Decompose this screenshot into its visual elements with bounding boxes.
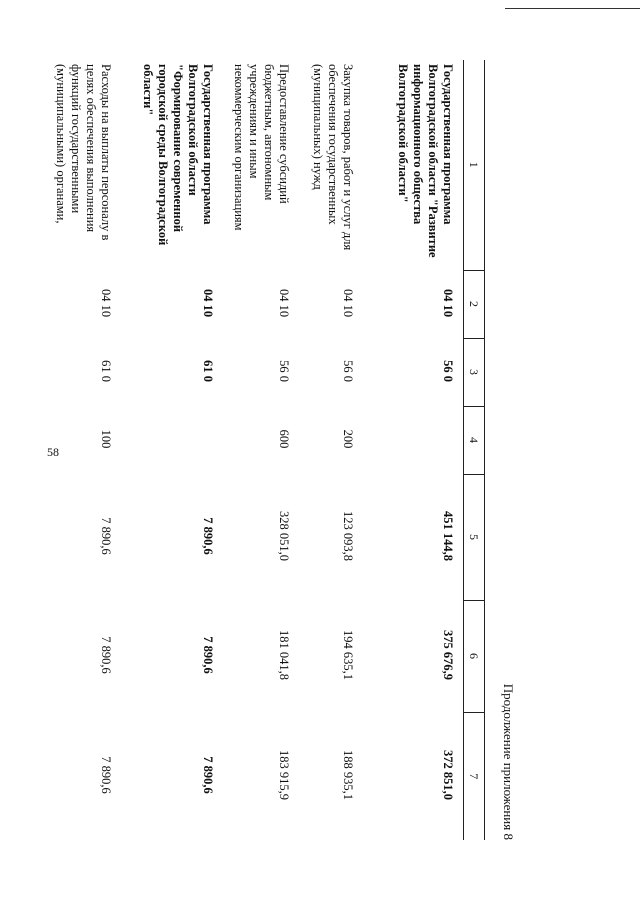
- row-section: 04 10: [341, 288, 355, 318]
- row-amount-3: 188 935,1: [341, 750, 355, 800]
- row-program: 56 0: [441, 360, 455, 382]
- row-amount-1: 7 890,6: [201, 517, 215, 555]
- row-amount-3: 7 890,6: [99, 756, 113, 794]
- row-amount-3: 7 890,6: [201, 756, 215, 794]
- budget-table: [39, 60, 485, 840]
- row-name: Государственная программа Волгоградской области "Развитие информационного общества Волгоградской области": [396, 64, 455, 258]
- table-row: [223, 60, 299, 840]
- row-amount-1: 123 093,8: [341, 511, 355, 561]
- row-amount-2: 375 676,9: [441, 630, 455, 680]
- row-program: 61 0: [201, 360, 215, 382]
- row-name: Закупка товаров, работ и услуг для обеспечения государственных (муниципальных) нужд: [311, 64, 355, 251]
- row-expense-type: [363, 406, 464, 474]
- table-row: [299, 60, 363, 840]
- row-amount-1: 7 890,6: [99, 517, 113, 555]
- row-amount-3: 183 915,9: [277, 750, 291, 800]
- row-expense-type: [121, 406, 223, 474]
- rotated-table-block: [54, 60, 520, 840]
- table-row: [121, 60, 223, 840]
- row-expense-type: 600: [277, 429, 291, 449]
- row-program: 56 0: [341, 360, 355, 382]
- row-name: Расходы на выплаты персоналу в целях обеспечения выполнения функций государственными (муниципальными) органами,: [54, 64, 113, 241]
- row-amount-2: 194 635,1: [341, 630, 355, 680]
- row-section: 04 10: [277, 288, 291, 318]
- row-section: 04 10: [201, 288, 215, 318]
- col-header-5: 5: [464, 474, 485, 600]
- col-header-1: 1: [464, 60, 485, 270]
- header-row: [464, 60, 485, 840]
- col-header-7: 7: [464, 712, 485, 840]
- row-amount-2: 7 890,6: [99, 636, 113, 674]
- row-amount-1: 451 144,8: [441, 511, 455, 561]
- row-expense-type: 100: [99, 429, 113, 449]
- col-header-2: 2: [464, 270, 485, 338]
- row-amount-1: 328 051,0: [277, 511, 291, 561]
- table-row: [39, 60, 121, 840]
- table-row: [363, 60, 464, 840]
- row-amount-2: 7 890,6: [201, 636, 215, 674]
- row-amount-2: 181 041,8: [277, 630, 291, 680]
- page-number: 58: [47, 445, 59, 459]
- row-name: Государственная программа Волгоградской области "Формирование современной городской среды Волгоградской области": [141, 64, 215, 246]
- row-name: Предоставление субсидий бюджетным, автономным учреждениям и иным некоммерческим организациям: [232, 64, 291, 231]
- col-header-6: 6: [464, 600, 485, 712]
- col-header-4: 4: [464, 406, 485, 474]
- row-amount-3: 372 851,0: [441, 750, 455, 800]
- row-expense-type: 200: [341, 429, 355, 449]
- row-program: 56 0: [277, 360, 291, 382]
- row-section: 04 10: [99, 288, 113, 318]
- col-header-3: 3: [464, 338, 485, 406]
- continuation-label: Продолжение приложения 8: [501, 683, 516, 840]
- top-right-rule: [505, 8, 640, 9]
- row-program: 61 0: [99, 360, 113, 382]
- row-section: 04 10: [441, 288, 455, 318]
